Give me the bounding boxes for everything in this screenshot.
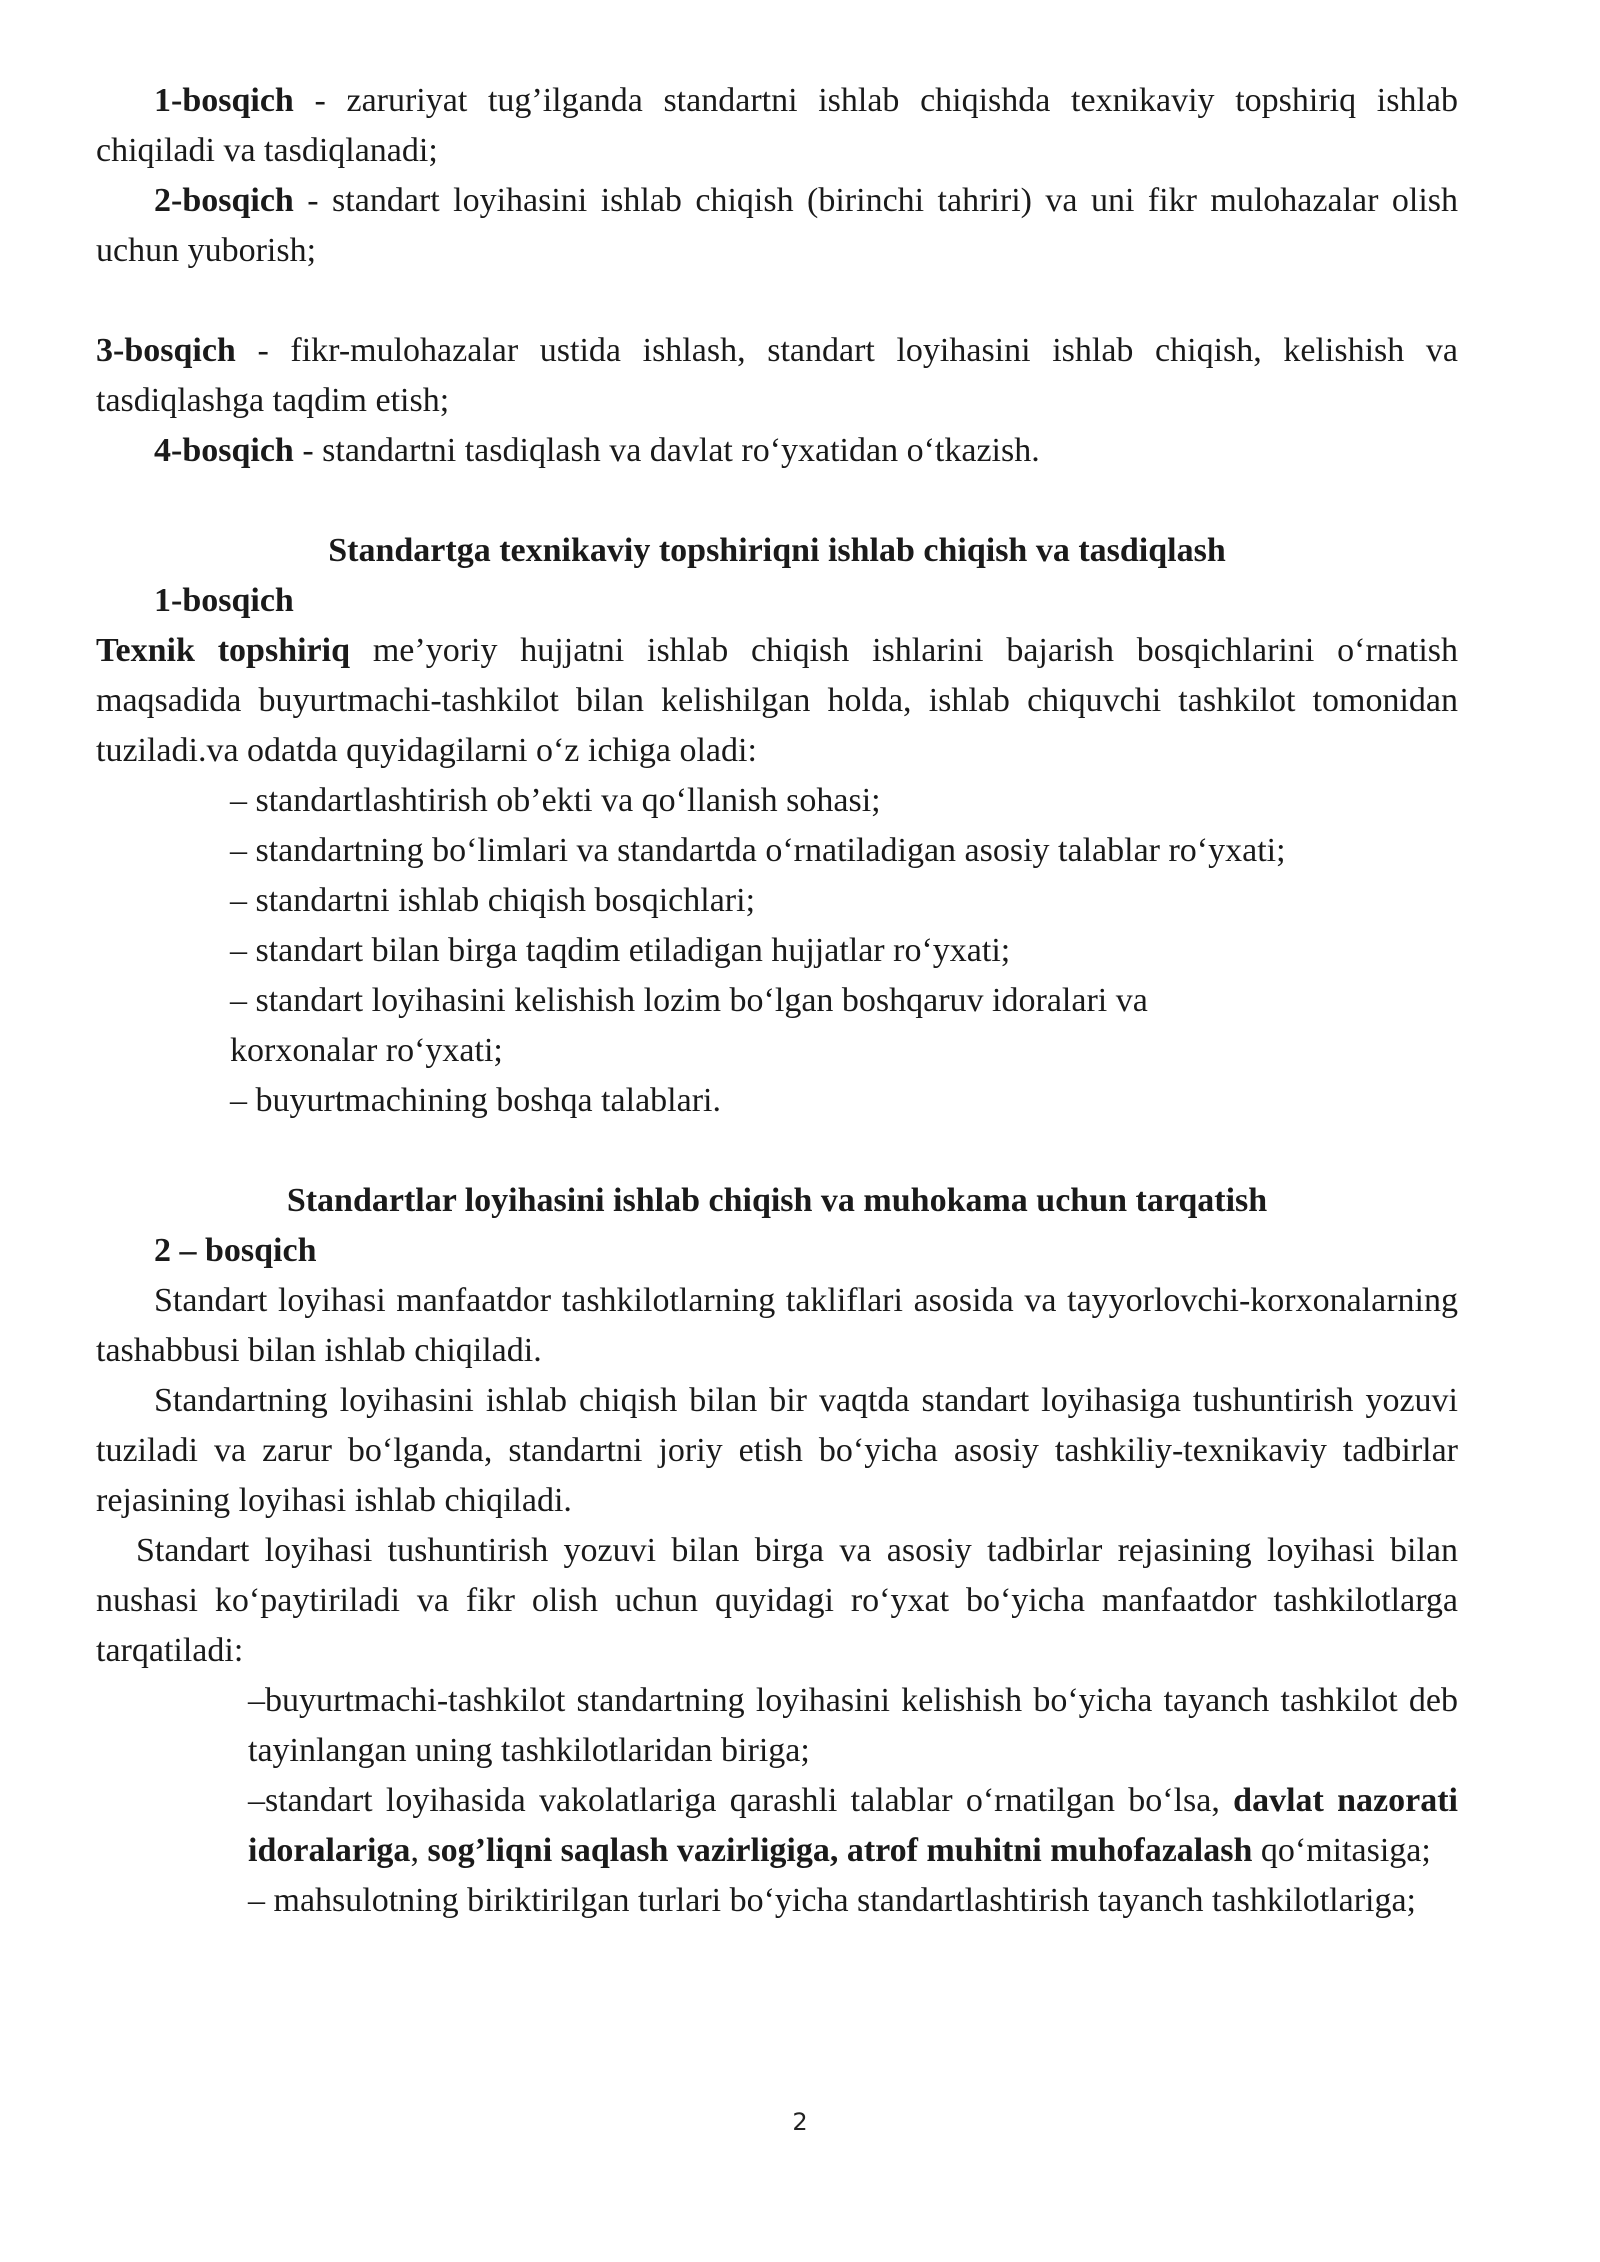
list-item-emphasis: sog’liqni saqlash vazirligiga, atrof muhitni muhofazalash <box>427 1832 1253 1869</box>
stage-3-text: - fikr-mulohazalar ustida ishlash, standart loyihasini ishlab chiqish, kelishish va tasdiqlashga taqdim etish; <box>96 332 1458 419</box>
stage-3-paragraph <box>96 326 1458 426</box>
spacer <box>96 276 1458 326</box>
list-item-text: , <box>410 1832 428 1869</box>
list-item: – standartlashtirish ob’ekti va qo‘llanish sohasi; <box>230 782 881 819</box>
section2-list <box>96 1676 1458 1926</box>
section2-paragraph-1: Standart loyihasi manfaatdor tashkilotlarning takliflari asosida va tayyorlovchi-korxonalarning tashabbusi bilan ishlab chiqiladi. <box>96 1282 1458 1369</box>
section1-list <box>96 776 1458 1126</box>
list-item-text: –standart loyihasida vakolatlariga qarashli talablar o‘rnatilgan bo‘lsa, <box>248 1782 1234 1819</box>
section1-intro-term: Texnik topshiriq <box>96 632 351 669</box>
list-item: – standartni ishlab chiqish bosqichlari; <box>230 882 756 919</box>
section1-heading: Standartga texnikaviy topshiriqni ishlab chiqish va tasdiqlash <box>328 532 1226 569</box>
section2-paragraph-2: Standartning loyihasini ishlab chiqish bilan bir vaqtda standart loyihasiga tushuntirish yozuvi tuziladi va zarur bo‘lganda, standartni joriy etish bo‘yicha asosiy tashkiliy-texnikaviy tadbirlar rejasining loyihasi ishlab chiqiladi. <box>96 1382 1458 1519</box>
stage-2-paragraph <box>96 176 1458 276</box>
stage-4-label: 4-bosqich <box>154 432 294 469</box>
spacer <box>96 1126 1458 1176</box>
stage-1-text: - zaruriyat tug’ilganda standartni ishlab chiqishda texnikaviy topshiriq ishlab chiqiladi va tasdiqlanadi; <box>96 82 1458 169</box>
stage-3-label: 3-bosqich <box>96 332 236 369</box>
page-number: 2 <box>792 2108 808 2136</box>
section2-heading: Standartlar loyihasini ishlab chiqish va muhokama uchun tarqatish <box>286 1182 1268 1219</box>
list-item <box>248 1776 1458 1876</box>
stage-1-label: 1-bosqich <box>154 82 294 119</box>
section2-stage-label: 2 – bosqich <box>154 1232 317 1269</box>
section2-paragraph-3: Standart loyihasi tushuntirish yozuvi bilan birga va asosiy tadbirlar rejasining loyihasi bilan nushasi ko‘paytiriladi va fikr olish uchun quyidagi ro‘yxat bo‘yicha manfaatdor tashkilotlarga tarqatiladi: <box>96 1532 1458 1669</box>
stage-2-label: 2-bosqich <box>154 182 294 219</box>
stage-4-paragraph <box>96 426 1458 476</box>
document-page <box>96 76 1458 1926</box>
list-item-emphasis: davlat nazorati idoralariga <box>248 1782 1458 1869</box>
stage-2-text: - standart loyihasini ishlab chiqish (birinchi tahriri) va uni fikr mulohazalar olish uchun yuborish; <box>96 182 1458 269</box>
stage-1-paragraph <box>96 76 1458 176</box>
list-item: – standart bilan birga taqdim etiladigan hujjatlar ro‘yxati; <box>230 932 1011 969</box>
list-item: – standart loyihasini kelishish lozim bo‘lgan boshqaruv idoralari va korxonalar ro‘yxati; <box>230 982 1148 1069</box>
section1-intro-text: me’yoriy hujjatni ishlab chiqish ishlarini bajarish bosqichlarini o‘rnatish maqsadida buyurtmachi-tashkilot bilan kelishilgan holda, ishlab chiquvchi tashkilot tomonidan tuziladi.va odatda quyidagilarni o‘z ichiga oladi: <box>96 632 1458 769</box>
list-item: – buyurtmachining boshqa talablari. <box>230 1082 721 1119</box>
list-item-text: qo‘mitasiga; <box>1252 1832 1431 1869</box>
section1-intro <box>96 626 1458 776</box>
spacer <box>96 476 1458 526</box>
list-item: – mahsulotning biriktirilgan turlari bo‘yicha standartlashtirish tayanch tashkilotlariga; <box>248 1882 1417 1919</box>
stage-4-text: - standartni tasdiqlash va davlat ro‘yxatidan o‘tkazish. <box>293 432 1040 469</box>
section1-stage-label: 1-bosqich <box>154 582 294 619</box>
list-item: – standartning bo‘limlari va standartda o‘rnatiladigan asosiy talablar ro‘yxati; <box>230 832 1286 869</box>
list-item: –buyurtmachi-tashkilot standartning loyihasini kelishish bo‘yicha tayanch tashkilot deb tayinlangan uning tashkilotlaridan biriga; <box>248 1682 1458 1769</box>
